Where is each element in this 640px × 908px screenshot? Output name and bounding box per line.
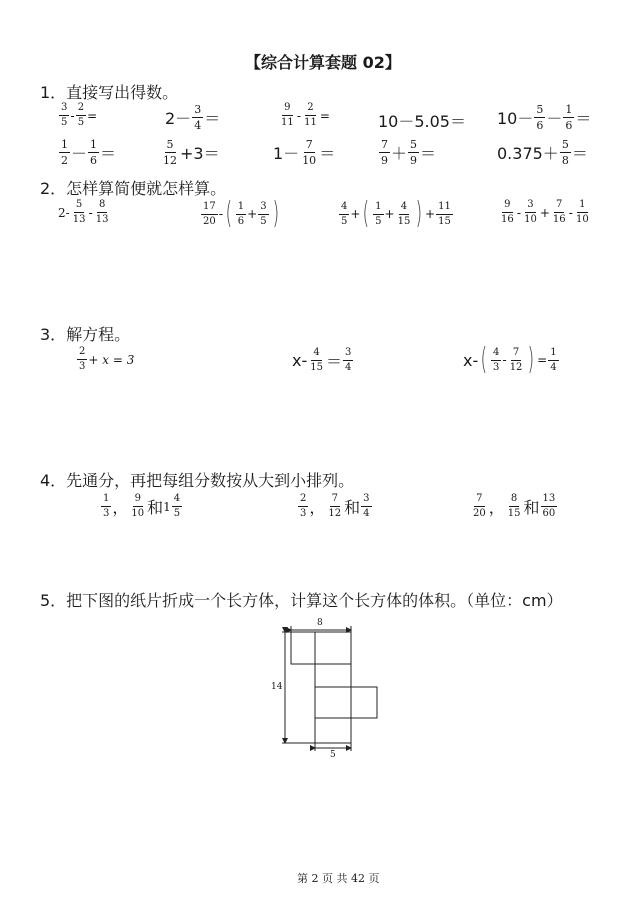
q1-r1-expr-4: 10－5.05＝	[378, 112, 466, 131]
q1-r2-expr-2: $\frac{5}{12}$ +3＝	[163, 138, 220, 167]
q4-group-1: $\frac{1}{3}$ ， $\frac{9}{10}$ 和 1 $\frac{4}{5}$	[103, 493, 181, 519]
q3-heading: 3．解方程。	[40, 325, 131, 344]
net-face-top-left	[291, 632, 315, 664]
q1-r2-expr-4: $\frac{7}{9}$ ＋ $\frac{5}{9}$ ＝	[381, 138, 437, 167]
q4-group-3: $\frac{7}{20}$ ， $\frac{8}{15}$ 和 $\frac{13}{60}$	[473, 493, 556, 519]
q1-heading: 1．直接写出得数。	[40, 83, 179, 102]
q1-r1-expr-5: 10－ $\frac{5}{6}$ － $\frac{1}{6}$ ＝	[497, 103, 592, 132]
q2-expr-1: 2- $\frac{5}{13}$ - $\frac{8}{13}$	[58, 199, 109, 225]
net-face-middle	[315, 664, 351, 687]
q2-expr-3: $\frac{4}{5}$ + ( $\frac{1}{5}$ + $\frac{4}{15}$ ) + $\frac{11}{15}$	[341, 196, 451, 231]
page-footer: 第 2 页 共 42 页	[297, 872, 380, 885]
q1-r1-expr-3: $\frac{9}{11}$ - $\frac{2}{11}$ =	[281, 102, 330, 128]
dimension-label-left: 14	[271, 682, 283, 692]
page-title: 【综合计算套题 02】	[245, 53, 401, 72]
q2-heading: 2．怎样算简便就怎样算。	[40, 179, 227, 198]
q3-expr-2: x- $\frac{4}{15}$ ＝ $\frac{3}{4}$	[292, 347, 352, 373]
q1-r2-expr-1: $\frac{1}{2}$ － $\frac{1}{6}$ ＝	[61, 138, 117, 167]
q1-r1-expr-1: $\frac{3}{5}$ - $\frac{2}{5}$ =	[61, 102, 98, 128]
q4-group-2: $\frac{2}{3}$ ， $\frac{7}{12}$ 和 $\frac{3}{4}$	[300, 493, 370, 519]
q3-expr-3: x- ( $\frac{4}{3}$ - $\frac{7}{12}$ ) = $\frac{1}{4}$	[463, 342, 557, 377]
q4-heading: 4．先通分，再把每组分数按从大到小排列。	[40, 471, 355, 490]
q1-r1-expr-2: 2－ $\frac{3}{4}$ ＝	[165, 103, 221, 132]
q3-expr-1: $\frac{2}{3}$ + x = 3	[79, 346, 135, 372]
dimension-label-bottom: 5	[330, 750, 336, 760]
net-face-side	[351, 687, 377, 718]
q1-r2-expr-5: 0.375＋ $\frac{5}{8}$ ＝	[497, 138, 588, 167]
net-face-bottom	[315, 718, 351, 743]
dimension-label-top: 8	[317, 618, 323, 628]
net-face-top-right	[315, 632, 351, 664]
net-face-center	[315, 687, 351, 718]
q1-r2-expr-3: 1－ $\frac{7}{10}$ ＝	[273, 138, 336, 167]
q5-heading: 5．把下图的纸片折成一个长方体，计算这个长方体的体积。（单位：cm）	[40, 591, 563, 610]
q2-expr-2: $\frac{17}{20}$ - ( $\frac{1}{6}$ + $\frac{3}{5}$ )	[203, 196, 279, 231]
q2-expr-4: $\frac{9}{16}$ - $\frac{3}{10}$ + $\frac{7}{16}$ - $\frac{1}{10}$	[501, 199, 589, 225]
